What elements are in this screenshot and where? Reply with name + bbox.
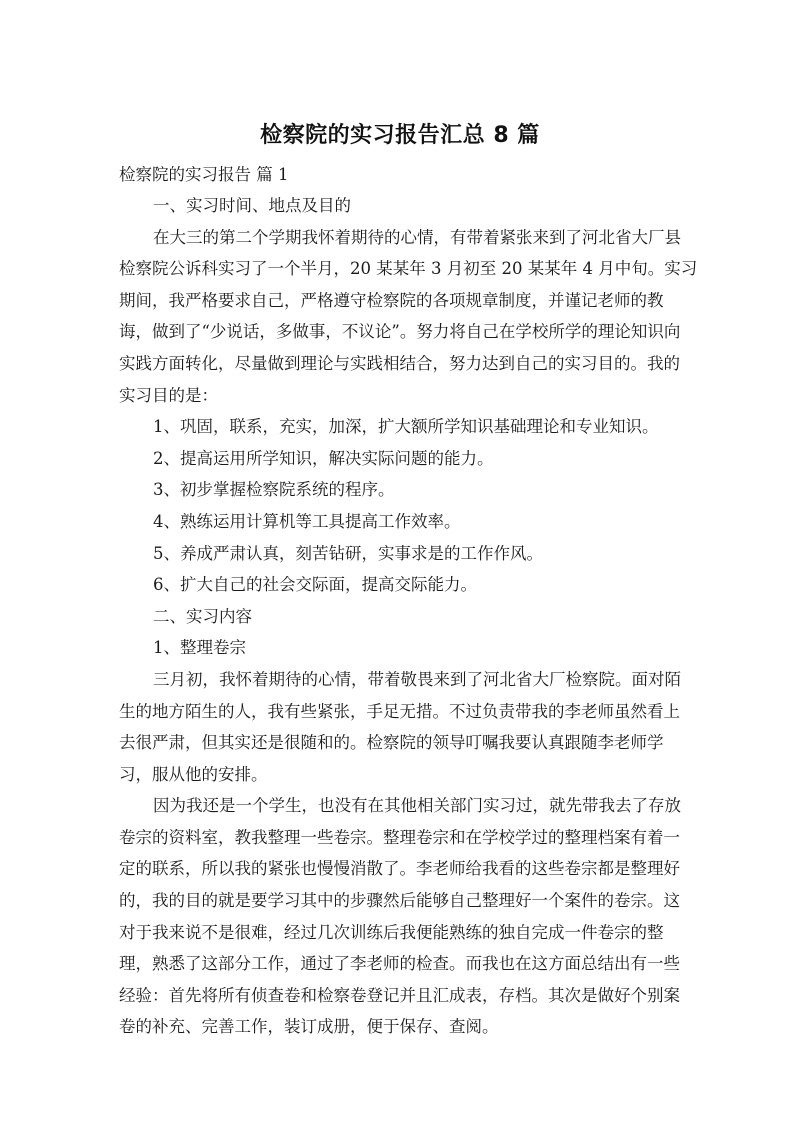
text-line: 对于我来说不是很难，经过几次训练后我便能熟练的独自完成一件卷宗的整 <box>119 922 664 942</box>
document-body <box>119 160 698 1043</box>
text-line: 1、巩固，联系，充实，加深，扩大额所学知识基础理论和专业知识。 <box>153 417 659 437</box>
text-line: 去很严肃，但其实还是很随和的。检察院的领导叮嘱我要认真跟随李老师学 <box>119 733 664 753</box>
text-line: 期间，我严格要求自己，严格遵守检察院的各项规章制度，并谨记老师的教 <box>119 290 664 310</box>
text-line: 5、养成严肃认真，刻苦钻研，实事求是的工作作风。 <box>153 543 543 563</box>
text-line: 的，我的目的就是要学习其中的步骤然后能够自己整理好一个案件的卷宗。这 <box>119 891 680 911</box>
text-line: 4、熟练运用计算机等工具提高工作效率。 <box>153 511 461 531</box>
text-line: 诲，做到了“少说话，多做事，不议论”。努力将自己在学校所学的理论知识向 <box>119 322 681 342</box>
report-subtitle: 检察院的实习报告 篇 1 <box>119 165 289 184</box>
text-line: 1、整理卷宗 <box>153 638 246 658</box>
body-lines <box>119 190 698 1043</box>
text-line: 二、实习内容 <box>153 606 252 626</box>
text-line: 三月初，我怀着期待的心情，带着敬畏来到了河北省大厂检察院。面对陌 <box>153 669 681 689</box>
text-line: 3、初步掌握检察院系统的程序。 <box>153 480 395 500</box>
text-line: 实践方面转化，尽量做到理论与实践相结合，努力达到自己的实习目的。我的 <box>119 353 680 373</box>
text-line: 卷的补充、完善工作，装订成册，便于保存、查阅。 <box>119 1017 499 1037</box>
text-line: 2、提高运用所学知识，解决实际问题的能力。 <box>153 448 494 468</box>
text-line: 在大三的第二个学期我怀着期待的心情，有带着紧张来到了河北省大厂县 <box>153 227 681 247</box>
text-line: 习，服从他的安排。 <box>119 764 268 784</box>
text-line: 6、扩大自己的社会交际面，提高交际能力。 <box>153 575 477 595</box>
text-line: 理，熟悉了这部分工作，通过了李老师的检查。而我也在这方面总结出有一些 <box>119 954 680 974</box>
text-line: 一、实习时间、地点及目的 <box>153 196 351 215</box>
text-line: 卷宗的资料室，教我整理一些卷宗。整理卷宗和在学校学过的整理档案有着一 <box>119 827 680 847</box>
text-line: 经验：首先将所有侦查卷和检察卷登记并且汇成表，存档。其次是做好个别案 <box>119 985 680 1005</box>
text-line: 定的联系，所以我的紧张也慢慢消散了。李老师给我看的这些卷宗都是整理好 <box>119 859 680 879</box>
text-line: 检察院公诉科实习了一个半月，20 某某年 3 月初至 20 某某年 4 月中旬。实习 <box>119 259 698 279</box>
document-title: 检察院的实习报告汇总 8 篇 <box>260 123 540 148</box>
text-line: 实习目的是： <box>119 385 218 405</box>
text-line: 因为我还是一个学生，也没有在其他相关部门实习过，就先带我去了存放 <box>153 796 681 816</box>
text-line: 生的地方陌生的人，我有些紧张，手足无措。不过负责带我的李老师虽然看上 <box>119 701 680 721</box>
